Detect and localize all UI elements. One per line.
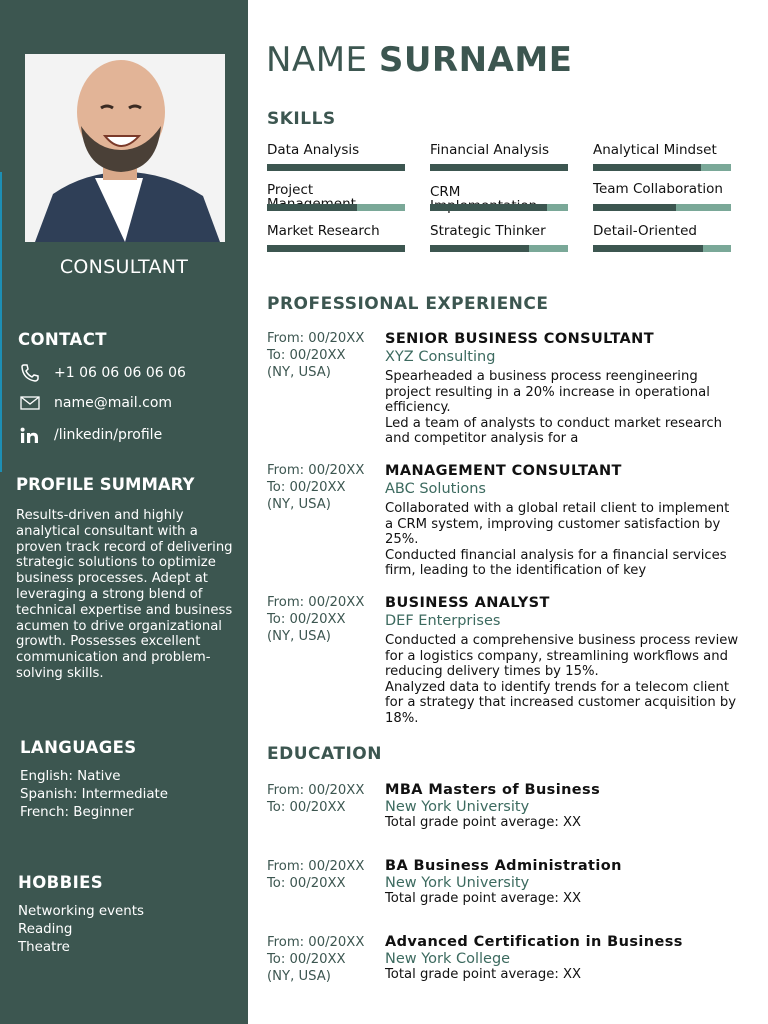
contact-heading: CONTACT [18, 330, 107, 349]
skill-label: Detail-Oriented [593, 223, 697, 239]
entry-title: SENIOR BUSINESS CONSULTANT [385, 331, 654, 347]
skill-label: Strategic Thinker [430, 223, 546, 239]
skill-item [593, 182, 731, 200]
skill-bar [430, 204, 568, 211]
skill-bar [267, 164, 405, 171]
list-item: Reading [18, 922, 73, 937]
entry-dates: From: 00/20XX To: 00/20XX (NY, USA) [267, 935, 365, 984]
entry-dates: From: 00/20XX To: 00/20XX (NY, USA) [267, 595, 365, 644]
job-role: CONSULTANT [59, 256, 189, 278]
skill-label: Financial Analysis [430, 142, 550, 158]
languages-list [20, 768, 168, 822]
entry-org: New York University [385, 799, 530, 815]
skill-bar-fill [430, 164, 568, 171]
entry-org: New York University [385, 875, 530, 891]
list-item: Spanish: Intermediate [20, 787, 169, 802]
entry-description [385, 501, 741, 579]
skill-item [593, 224, 731, 242]
entry-title: MBA Masters of Business [385, 782, 601, 798]
skill-item [430, 185, 568, 203]
entry-description [385, 369, 741, 447]
contact-email[interactable] [18, 394, 172, 412]
skill-bar-fill [593, 164, 701, 171]
hobbies-list [18, 903, 144, 957]
entry-title: BUSINESS ANALYST [385, 595, 550, 611]
entry-dates: From: 00/20XX To: 00/20XX (NY, USA) [267, 463, 365, 512]
mail-icon [18, 394, 42, 412]
skills-heading: SKILLS [267, 109, 336, 129]
skill-item [267, 143, 405, 161]
skill-bar [267, 245, 405, 252]
list-item: Theatre [18, 940, 70, 955]
phone-text: +1 06 06 06 06 06 [54, 365, 186, 381]
list-item: English: Native [20, 769, 121, 784]
first-name: NAME [266, 40, 368, 80]
skill-label: Team Collaboration [593, 181, 723, 197]
description-line: Conducted a comprehensive business process review for a logistics company, streamlining workflows and reducing delivery times by 15%. [385, 633, 739, 680]
profile-summary: Results-driven and highly analytical consultant with a proven track record of delivering strategic solutions to optimize business processes. Adept at leveraging a strong blend of technical expertise and business acumen to drive organizational growth. Possesses excellent communication and problem-solving skills. [16, 508, 233, 681]
full-name [266, 40, 572, 80]
entry-dates: From: 00/20XX To: 00/20XX (NY, USA) [267, 331, 365, 380]
skill-item [593, 143, 731, 161]
skill-label: CRM [430, 184, 461, 200]
entry-description: Total grade point average: XX [385, 967, 582, 982]
entry-title: BA Business Administration [385, 858, 622, 874]
entry-description: Total grade point average: XX [385, 891, 582, 906]
entry-org: ABC Solutions [385, 481, 486, 497]
entry-org: DEF Enterprises [385, 613, 501, 629]
skill-bar [593, 204, 731, 211]
entry-description [385, 633, 741, 729]
sidebar-edge-mark [0, 172, 2, 472]
skill-bar-fill [593, 204, 676, 211]
skill-item [430, 143, 568, 161]
skill-bar [267, 204, 405, 211]
profile-photo [25, 54, 225, 242]
skill-bar [593, 164, 731, 171]
skill-bar [430, 164, 568, 171]
entry-title: MANAGEMENT CONSULTANT [385, 463, 622, 479]
list-item: French: Beginner [20, 805, 134, 820]
entry-dates: From: 00/20XX To: 00/20XX [267, 783, 365, 815]
description-line: Collaborated with a global retail client to implement a CRM system, improving customer satisfaction by 25%. [385, 501, 730, 548]
skill-item [267, 183, 405, 201]
skill-label: Data Analysis [267, 142, 360, 158]
entry-description: Total grade point average: XX [385, 815, 582, 830]
last-name: SURNAME [378, 40, 573, 80]
skill-bar [593, 245, 731, 252]
entry-org: XYZ Consulting [385, 349, 496, 365]
skill-bar-fill [430, 204, 547, 211]
skill-label: Project [267, 182, 314, 198]
education-heading: EDUCATION [267, 744, 382, 764]
entry-org: New York College [385, 951, 511, 967]
description-line: Spearheaded a business process reengineering project resulting in a 20% increase in operational efficiency. [385, 369, 710, 416]
list-item: Networking events [18, 904, 144, 919]
skill-label: Market Research [267, 223, 380, 239]
hobbies-heading: HOBBIES [18, 873, 104, 892]
contact-linkedin[interactable] [18, 426, 162, 444]
skill-bar-fill [267, 245, 405, 252]
skill-bar-fill [593, 245, 703, 252]
profile-heading: PROFILE SUMMARY [16, 475, 195, 494]
contact-phone[interactable] [18, 364, 186, 382]
skill-bar-fill [267, 164, 405, 171]
linkedin-icon [18, 426, 42, 444]
entry-dates: From: 00/20XX To: 00/20XX [267, 859, 365, 891]
skill-bar [430, 245, 568, 252]
email-text: name@mail.com [54, 395, 173, 411]
experience-heading: PROFESSIONAL EXPERIENCE [267, 294, 549, 314]
entry-title: Advanced Certification in Business [385, 934, 683, 950]
languages-heading: LANGUAGES [20, 738, 137, 757]
linkedin-text: /linkedin/profile [54, 427, 163, 443]
description-line: Led a team of analysts to conduct market research and competitor analysis for a [385, 415, 722, 447]
sidebar [0, 0, 248, 1024]
skill-bar-fill [430, 245, 529, 252]
skill-item [267, 224, 405, 242]
description-line: Conducted financial analysis for a financial services firm, leading to the identification of key [385, 547, 727, 579]
description-line: Analyzed data to identify trends for a telecom client for a strategy that increased customer acquisition by 18%. [385, 679, 737, 726]
skill-label: Analytical Mindset [593, 142, 717, 158]
skill-item [430, 224, 568, 242]
skill-bar-fill [267, 204, 357, 211]
phone-icon [18, 364, 42, 382]
